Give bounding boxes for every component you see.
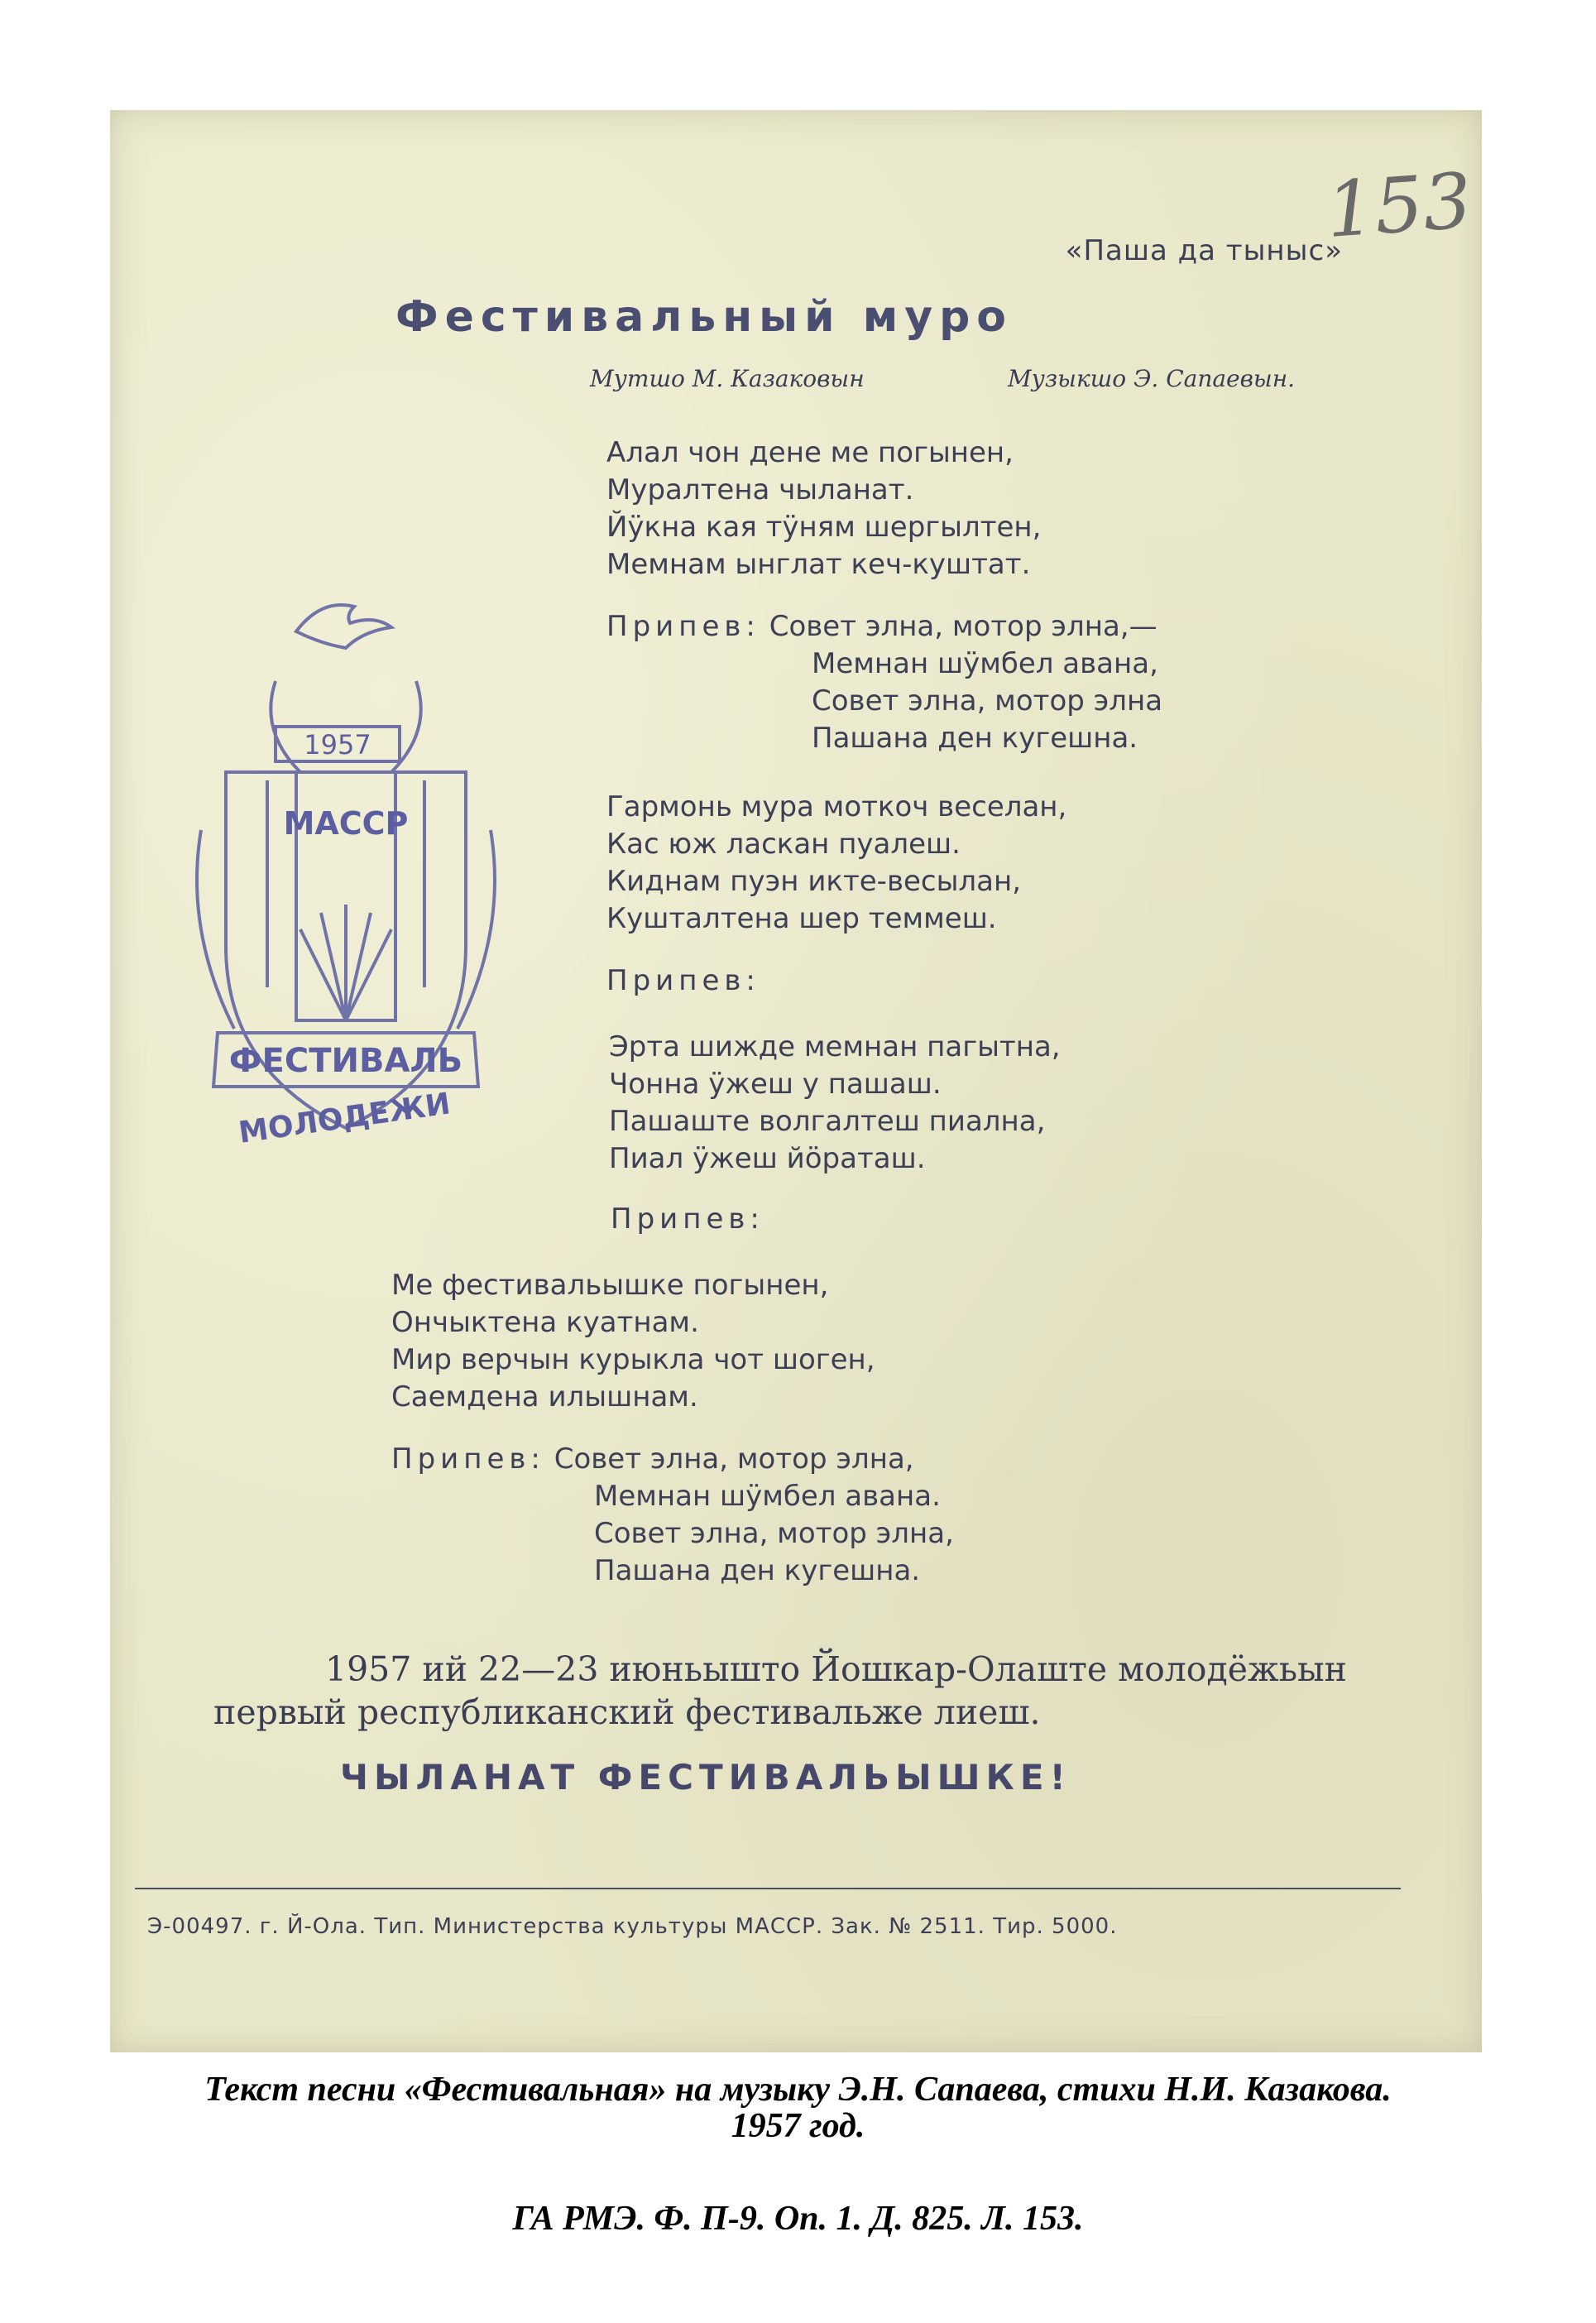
announcement-line: первый республиканский фестивальже лиеш.	[213, 1692, 1041, 1732]
stamp-top-text: МАССР	[283, 805, 409, 842]
handwritten-archive-number: 153	[1323, 156, 1475, 255]
slogan: ЧЫЛАНАТ ФЕСТИВАЛЬЫШКЕ!	[340, 1757, 1071, 1797]
chorus-line: Совет элна, мотор элна,	[594, 1517, 954, 1550]
chorus-line: Мемнан шӱмбел авана.	[594, 1480, 941, 1513]
archive-reference: ГА РМЭ. Ф. П-9. Оп. 1. Д. 825. Л. 153.	[512, 2200, 1084, 2238]
verse-line: Киднам пуэн икте-весылан,	[606, 865, 1022, 898]
chorus-1	[606, 608, 1162, 757]
verse-line: Ончыктена куатнам.	[391, 1306, 699, 1339]
verse-line: Чонна ӱжеш у пашаш.	[609, 1068, 942, 1101]
chorus-line: Совет элна, мотор элна,	[554, 1442, 914, 1476]
verse-line: Мир верчын курыкла чот шоген,	[391, 1343, 875, 1376]
verse-line: Гармонь мура моткоч веселан,	[606, 790, 1067, 823]
verse-1	[606, 434, 1041, 583]
stamp-bottom-text: МОЛОДЕЖИ	[236, 1087, 453, 1150]
caption-line: 1957 год.	[731, 2107, 865, 2145]
verse-line: Пашаште волгалтеш пиална,	[609, 1105, 1046, 1138]
verse-line: Саемдена илышнам.	[391, 1380, 698, 1413]
stamp-ribbon-text: ФЕСТИВАЛЬ	[228, 1042, 463, 1080]
chorus-label: Припев:	[606, 610, 760, 643]
chorus-line: Пашана ден кугешна.	[594, 1554, 921, 1587]
chorus-final	[391, 1441, 954, 1590]
announcement-line: 1957 ий 22—23 июньышто Йошкар-Олаште молодёжьын	[325, 1649, 1347, 1689]
verse-line: Пиал ӱжеш йӧраташ.	[609, 1142, 926, 1175]
music-credit: Музыкшо Э. Сапаевын.	[1008, 365, 1296, 392]
verse-line: Кас юж ласкан пуалеш.	[606, 828, 961, 861]
series-label: «Паша да тыныс»	[1065, 234, 1343, 267]
verse-3	[609, 1029, 1061, 1178]
divider	[135, 1888, 1401, 1889]
image-caption	[0, 2071, 1596, 2144]
verse-2	[606, 789, 1066, 938]
lyrics-credit: Мутшо М. Казаковын	[590, 365, 865, 392]
verse-line: Алал чон дене ме погынен,	[606, 436, 1014, 469]
caption-line: Текст песни «Фестивальная» на музыку Э.Н. Сапаева, стихи Н.И. Казакова.	[204, 2071, 1392, 2109]
verse-line: Кушталтена шер теммеш.	[606, 902, 997, 935]
chorus-line: Пашана ден кугешна.	[812, 722, 1138, 755]
festival-badge-stamp	[151, 557, 540, 1153]
chorus-line: Мемнан шӱмбел авана,	[812, 647, 1158, 680]
verse-line: Мемнам ынглат кеч-куштат.	[606, 548, 1031, 581]
verse-line: Йӱкна кая тӱням шергылтен,	[606, 511, 1042, 544]
verse-line: Муралтена чыланат.	[606, 473, 914, 506]
verse-line: Эрта шижде мемнан пагытна,	[609, 1030, 1061, 1063]
chorus-line: Совет элна, мотор элна,—	[769, 610, 1157, 643]
song-title: Фестивальный муро	[395, 292, 1014, 342]
print-imprint: Э-00497. г. Й-Ола. Тип. Министерства культуры МАССР. Зак. № 2511. Тир. 5000.	[147, 1914, 1118, 1939]
verse-line: Ме фестивальышке погынен,	[391, 1269, 829, 1302]
refrain-label: Припев:	[606, 964, 760, 997]
chorus-label: Припев:	[391, 1442, 545, 1476]
refrain-label: Припев:	[611, 1202, 764, 1236]
chorus-line: Совет элна, мотор элна	[812, 684, 1163, 718]
dove-icon	[296, 605, 391, 648]
archival-leaflet	[110, 110, 1482, 2052]
verse-4	[391, 1267, 875, 1416]
festival-announcement	[213, 1648, 1347, 1734]
stamp-year: 1957	[304, 729, 371, 761]
